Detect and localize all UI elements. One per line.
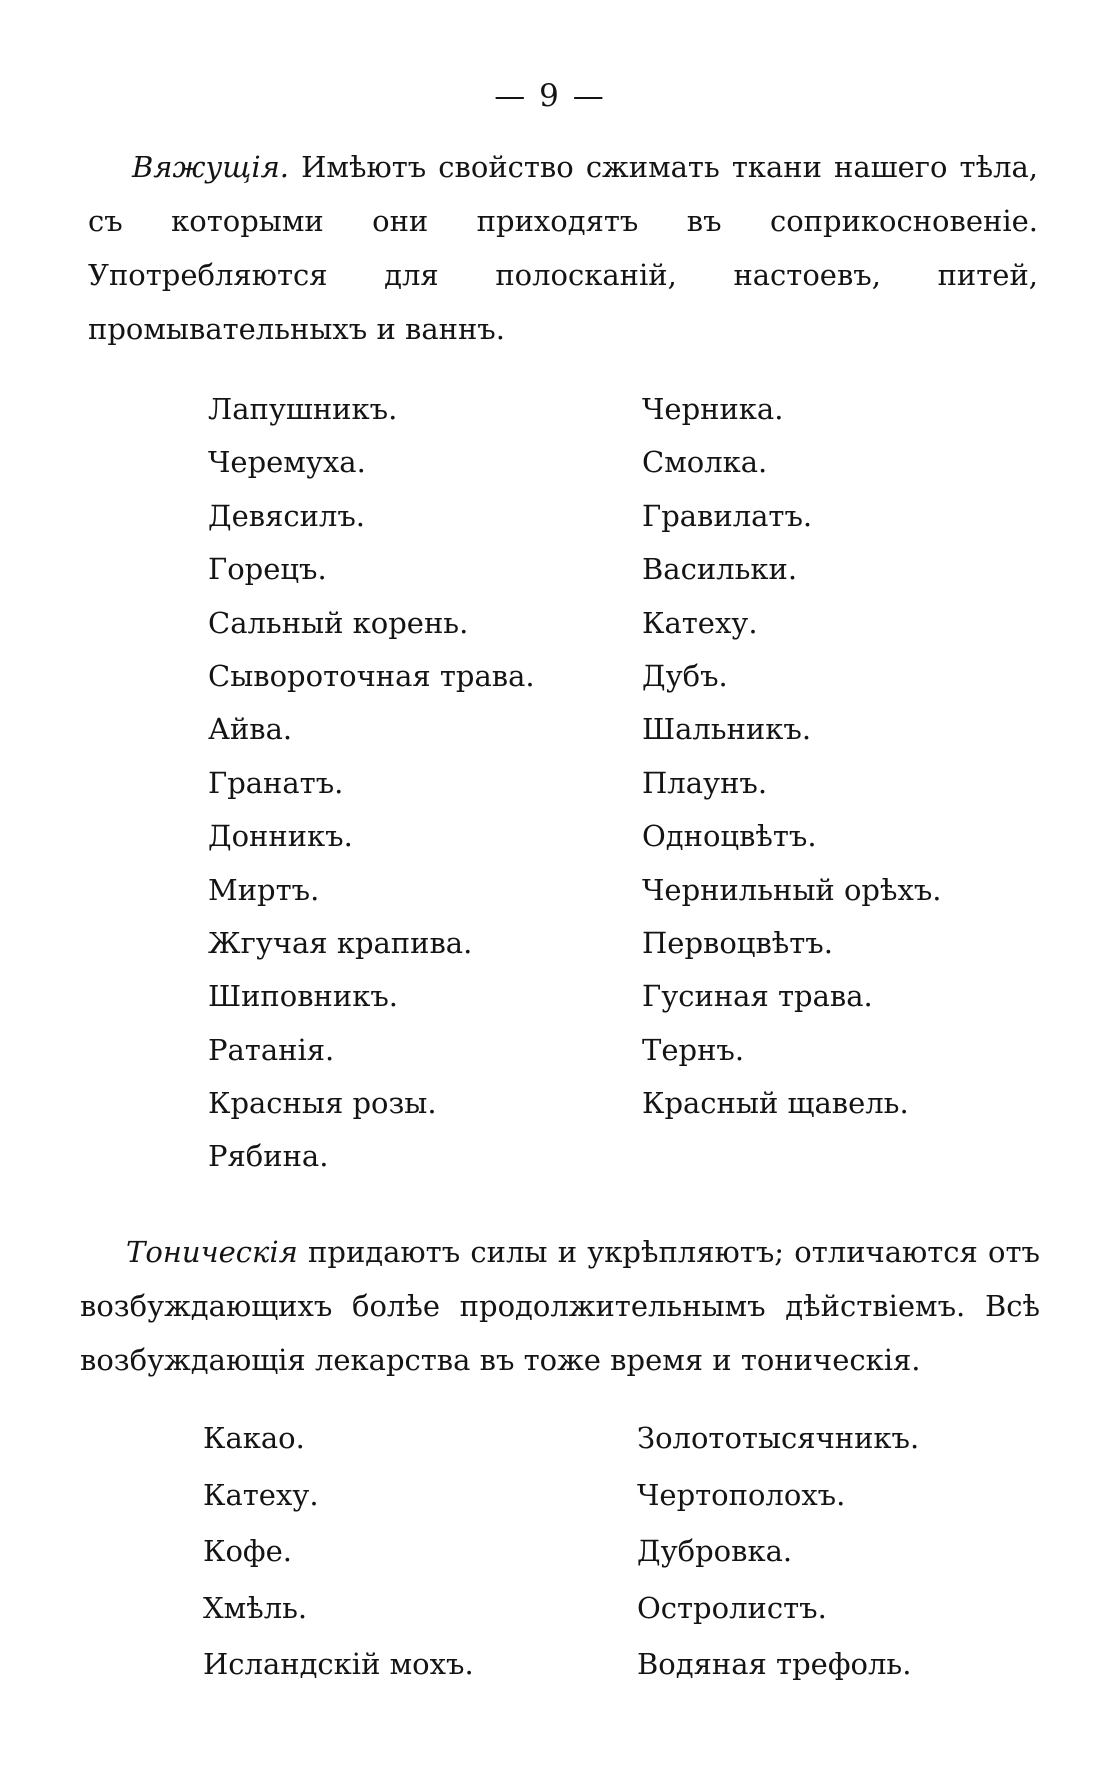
astringents-heading: Вяжущія. <box>132 150 290 184</box>
tonics-heading: Тоническія <box>126 1235 298 1269</box>
list-item: Плаунъ. <box>642 765 768 800</box>
list-item: Катеху. <box>203 1477 319 1512</box>
list-item: Ратанія. <box>208 1032 335 1067</box>
list-item: Айва. <box>208 712 293 747</box>
list-item: Остролистъ. <box>637 1590 827 1625</box>
astringents-paragraph <box>88 140 1038 356</box>
list-item: Черемуха. <box>208 445 366 480</box>
list-item: Шальникъ. <box>642 712 812 747</box>
list-item: Дубровка. <box>637 1534 793 1568</box>
list-item: Дубъ. <box>642 658 728 693</box>
list-item: Одноцвѣтъ. <box>642 819 817 854</box>
astringents-list-left <box>208 383 535 1184</box>
list-item: Какао. <box>203 1421 305 1455</box>
list-item: Исландскій мохъ. <box>203 1647 474 1681</box>
list-item: Хмѣль. <box>203 1590 308 1625</box>
tonics-paragraph <box>80 1225 1040 1387</box>
list-item: Шиповникъ. <box>208 979 398 1014</box>
list-item: Чертополохъ. <box>637 1477 846 1512</box>
list-item: Миртъ. <box>208 872 320 907</box>
tonics-list-right <box>637 1410 919 1693</box>
list-item: Лапушникъ. <box>208 392 398 426</box>
list-item: Рябина. <box>208 1139 329 1174</box>
astringents-description: Имѣютъ свойство сжимать ткани нашего тѣла, съ которыми они приходятъ въ соприкосновеніе. Употребляются для полосканій, настоевъ, питей, промывательныхъ и ваннъ. <box>88 150 1038 346</box>
list-item: Горецъ. <box>208 552 327 587</box>
list-item: Чернильный орѣхъ. <box>642 872 942 907</box>
list-item: Первоцвѣтъ. <box>642 925 833 960</box>
page-number: — 9 — <box>494 78 606 114</box>
astringents-list-right <box>642 383 942 1130</box>
list-item: Тернъ. <box>642 1032 745 1067</box>
list-item: Золототысячникъ. <box>637 1421 920 1455</box>
list-item: Девясилъ. <box>208 498 366 533</box>
tonics-description: придаютъ силы и укрѣпляютъ; отличаются отъ возбуждающихъ болѣе продолжительнымъ дѣйствіемъ. Всѣ возбуждающія лекарства въ тоже время и тоническія. <box>80 1235 1040 1377</box>
list-item: Гранатъ. <box>208 765 344 800</box>
list-item: Красный щавель. <box>642 1086 909 1121</box>
list-item: Сальный корень. <box>208 605 469 640</box>
list-item: Кофе. <box>203 1534 292 1568</box>
list-item: Донникъ. <box>208 819 353 854</box>
list-item: Красныя розы. <box>208 1086 437 1121</box>
list-item: Водяная трефоль. <box>637 1647 912 1681</box>
list-item: Черника. <box>642 392 784 426</box>
list-item: Гусиная трава. <box>642 979 873 1014</box>
list-item: Смолка. <box>642 445 768 480</box>
list-item: Жгучая крапива. <box>208 925 473 960</box>
list-item: Васильки. <box>642 552 798 587</box>
list-item: Гравилатъ. <box>642 498 813 533</box>
list-item: Сывороточная трава. <box>208 658 535 693</box>
list-item: Катеху. <box>642 605 758 640</box>
tonics-list-left <box>203 1410 474 1693</box>
